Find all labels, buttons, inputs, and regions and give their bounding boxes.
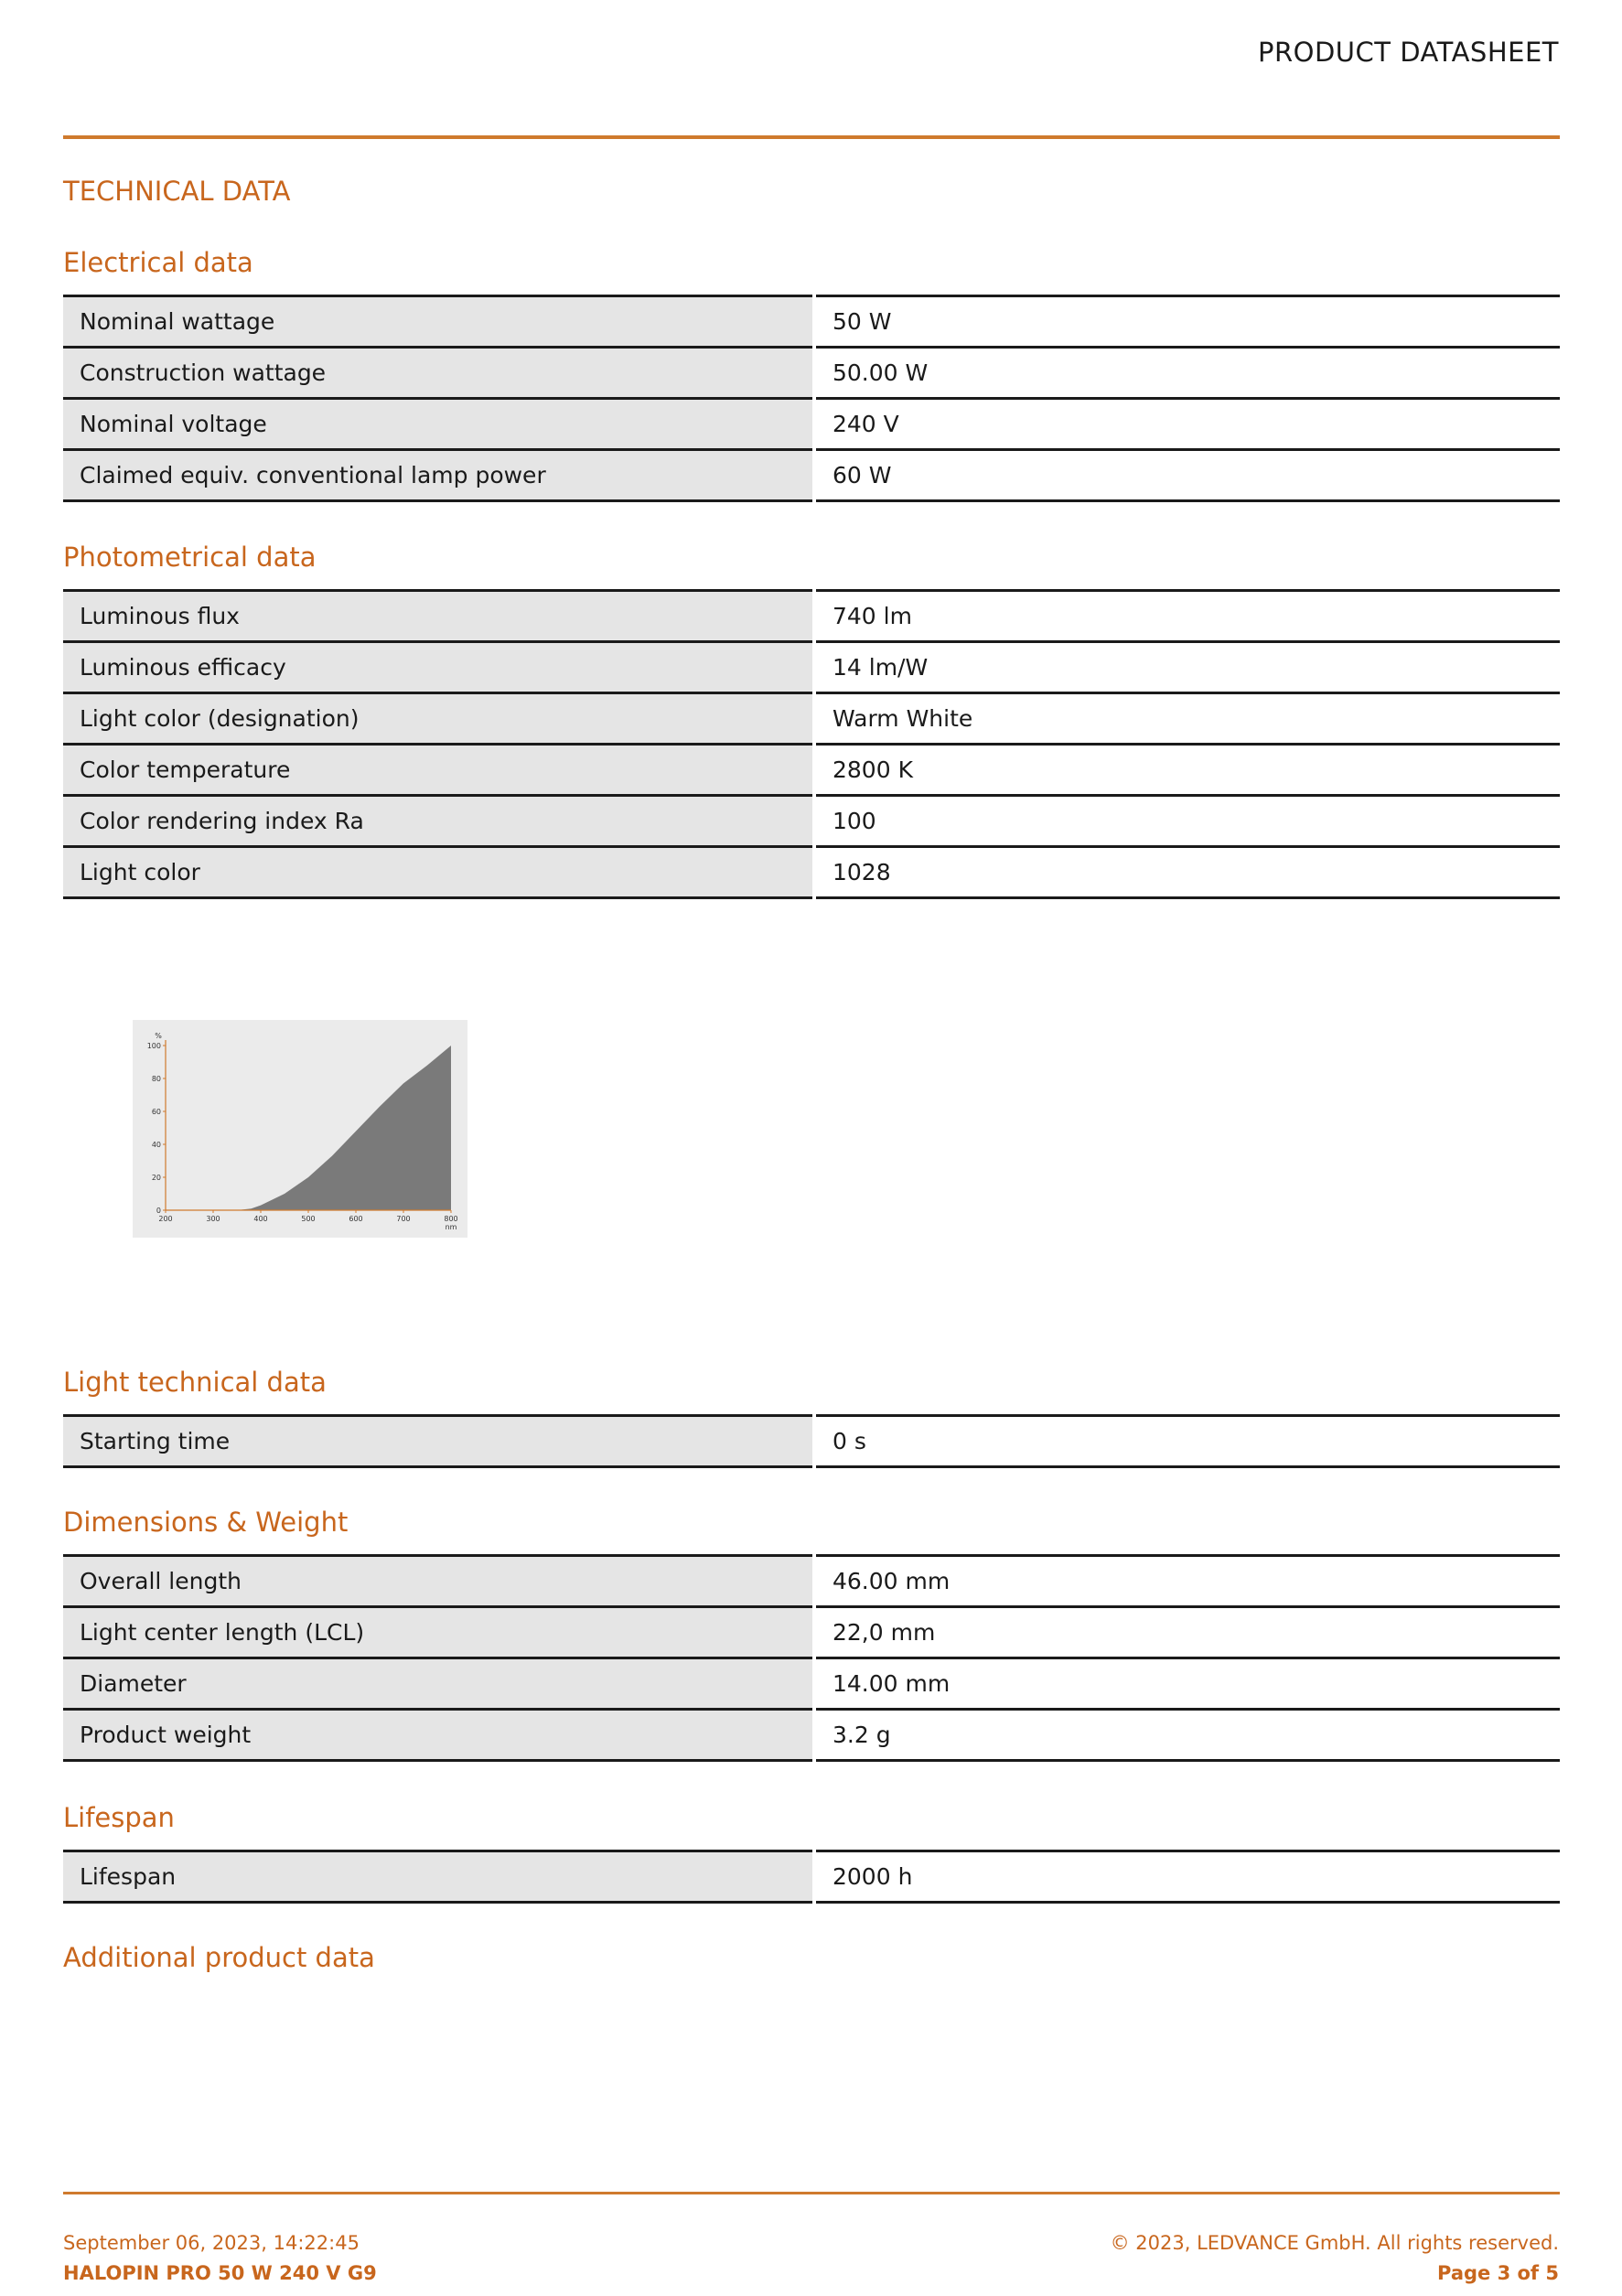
table-row [63, 745, 1560, 796]
x-tick-label: 200 [158, 1215, 173, 1223]
page-title: TECHNICAL DATA [63, 176, 291, 207]
x-tick-label: 500 [301, 1215, 316, 1223]
x-tick-label: 800 [444, 1215, 458, 1223]
row-value: 2000 h [814, 1851, 1560, 1903]
row-value: 46.00 mm [814, 1556, 1560, 1607]
x-tick-label: 300 [206, 1215, 220, 1223]
footer-divider [63, 2192, 1560, 2194]
row-value: 22,0 mm [814, 1607, 1560, 1658]
row-label: Light center length (LCL) [63, 1607, 814, 1658]
x-tick-label: 600 [349, 1215, 363, 1223]
row-value: 50 W [814, 296, 1560, 348]
header-divider [63, 135, 1560, 139]
table-row [63, 1710, 1560, 1761]
photometrical-data-table [63, 589, 1560, 899]
footer-product-name: HALOPIN PRO 50 W 240 V G9 [63, 2262, 377, 2284]
table-row [63, 847, 1560, 898]
row-label: Diameter [63, 1658, 814, 1710]
y-tick-label: 40 [151, 1141, 161, 1149]
lifespan-data-table [63, 1850, 1560, 1904]
footer-page-number: Page 3 of 5 [1437, 2262, 1559, 2284]
y-tick-label: 20 [151, 1174, 161, 1182]
table-row [63, 796, 1560, 847]
table-row [63, 1658, 1560, 1710]
row-value: 100 [814, 796, 1560, 847]
row-label: Light color [63, 847, 814, 898]
table-row [63, 1556, 1560, 1607]
table-row [63, 296, 1560, 348]
section-title-electrical: Electrical data [63, 247, 253, 278]
row-value: Warm White [814, 693, 1560, 745]
row-value: 3.2 g [814, 1710, 1560, 1761]
row-label: Nominal wattage [63, 296, 814, 348]
row-label: Lifespan [63, 1851, 814, 1903]
row-label: Luminous flux [63, 591, 814, 642]
row-label: Product weight [63, 1710, 814, 1761]
row-value: 50.00 W [814, 348, 1560, 399]
x-axis-label: nm [445, 1223, 457, 1231]
row-value: 14.00 mm [814, 1658, 1560, 1710]
row-label: Light color (designation) [63, 693, 814, 745]
row-value: 740 lm [814, 591, 1560, 642]
table-row [63, 348, 1560, 399]
table-row [63, 693, 1560, 745]
section-title-lifespan: Lifespan [63, 1802, 175, 1833]
footer-datetime: September 06, 2023, 14:22:45 [63, 2232, 360, 2254]
row-value: 0 s [814, 1416, 1560, 1467]
row-label: Starting time [63, 1416, 814, 1467]
section-title-additional: Additional product data [63, 1942, 375, 1973]
row-label: Claimed equiv. conventional lamp power [63, 450, 814, 501]
y-tick-label: 80 [151, 1075, 161, 1083]
y-tick-label: 100 [146, 1042, 161, 1050]
row-label: Luminous efficacy [63, 642, 814, 693]
table-row [63, 591, 1560, 642]
spectral-distribution-chart [133, 1020, 467, 1238]
section-title-photometrical: Photometrical data [63, 542, 317, 573]
datasheet-header: PRODUCT DATASHEET [1258, 37, 1559, 68]
footer-left [63, 2228, 377, 2289]
table-row [63, 642, 1560, 693]
row-label: Nominal voltage [63, 399, 814, 450]
row-value: 2800 K [814, 745, 1560, 796]
row-value: 14 lm/W [814, 642, 1560, 693]
y-tick-label: 60 [151, 1108, 161, 1116]
section-title-light-technical: Light technical data [63, 1367, 327, 1398]
row-label: Color rendering index Ra [63, 796, 814, 847]
table-row [63, 399, 1560, 450]
row-value: 1028 [814, 847, 1560, 898]
row-label: Construction wattage [63, 348, 814, 399]
light-technical-data-table [63, 1414, 1560, 1468]
x-tick-label: 700 [396, 1215, 411, 1223]
row-value: 60 W [814, 450, 1560, 501]
table-row [63, 1607, 1560, 1658]
electrical-data-table [63, 295, 1560, 502]
section-title-dimensions: Dimensions & Weight [63, 1507, 349, 1538]
spectral-chart-svg [133, 1020, 467, 1238]
row-value: 240 V [814, 399, 1560, 450]
y-tick-label: 0 [156, 1207, 161, 1215]
y-axis-label: % [155, 1032, 162, 1040]
row-label: Color temperature [63, 745, 814, 796]
table-row [63, 1416, 1560, 1467]
table-row [63, 450, 1560, 501]
dimensions-data-table [63, 1554, 1560, 1762]
row-label: Overall length [63, 1556, 814, 1607]
footer-right [1111, 2228, 1559, 2289]
footer-copyright: © 2023, LEDVANCE GmbH. All rights reserved. [1110, 2232, 1559, 2254]
x-tick-label: 400 [253, 1215, 268, 1223]
table-row [63, 1851, 1560, 1903]
